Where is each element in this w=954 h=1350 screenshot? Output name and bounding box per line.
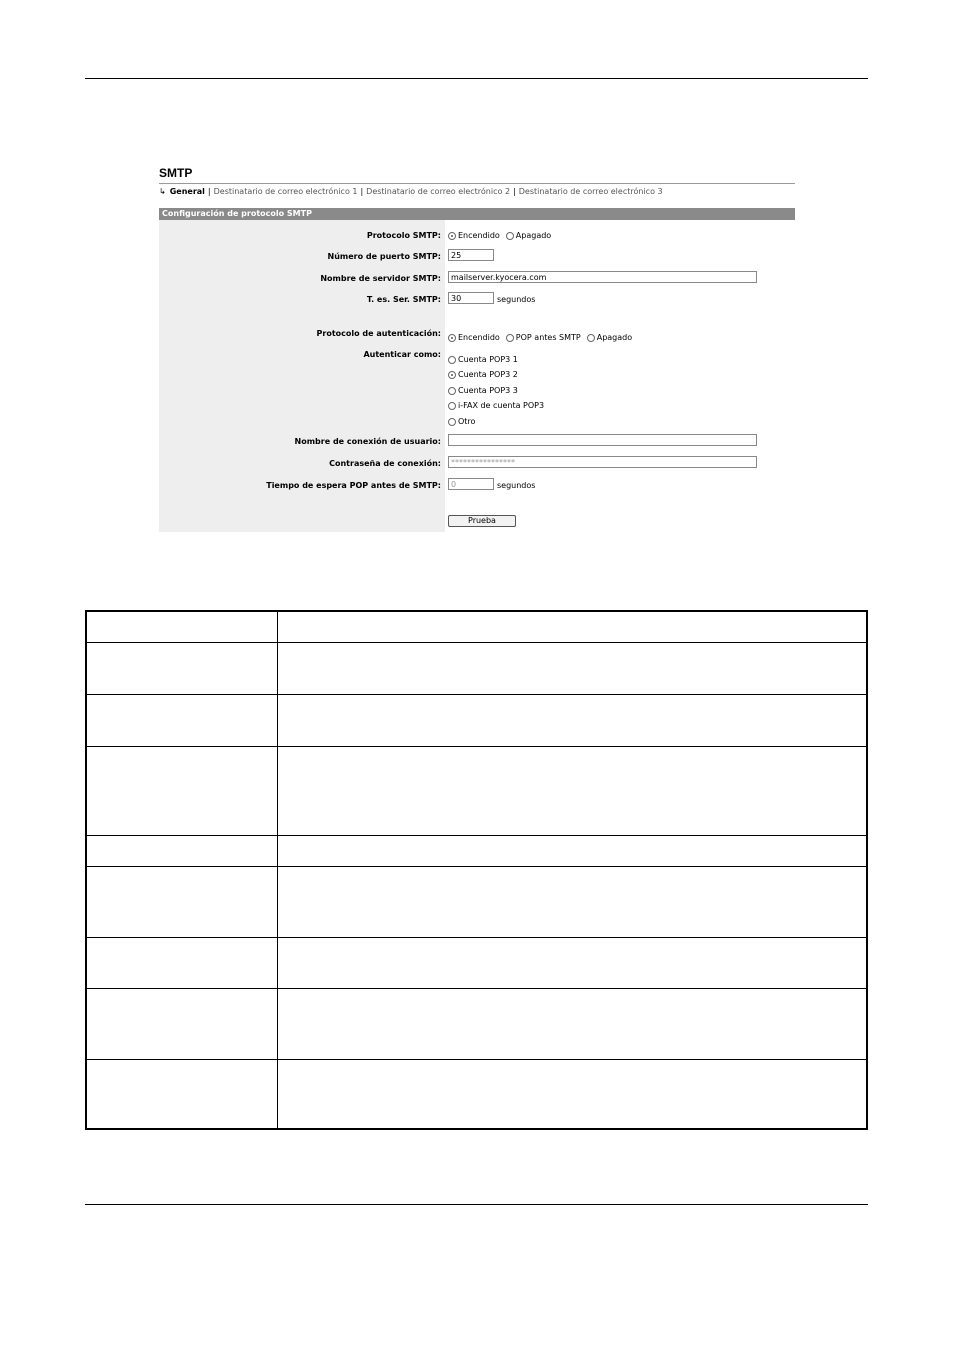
tab-email-recipient-1[interactable]: Destinatario de correo electrónico 1 bbox=[213, 187, 358, 196]
pop3-2-radio[interactable] bbox=[448, 371, 456, 379]
table-row bbox=[86, 866, 867, 937]
description-table bbox=[85, 610, 868, 1130]
smtp-protocol-radios bbox=[448, 231, 557, 240]
auth-as-option-4: i-FAX de cuenta POP3 bbox=[448, 401, 544, 410]
auth-as-option-5: Otro bbox=[448, 417, 475, 426]
timeout-unit: segundos bbox=[497, 295, 536, 304]
table-row bbox=[86, 642, 867, 694]
auth-pop-radio[interactable] bbox=[506, 334, 514, 342]
auth-protocol-radios bbox=[448, 333, 638, 342]
auth-off-label: Apagado bbox=[596, 333, 633, 342]
port-label: Número de puerto SMTP: bbox=[327, 252, 441, 261]
table-row bbox=[86, 694, 867, 746]
section-header: Configuración de protocolo SMTP bbox=[159, 208, 795, 220]
table-row bbox=[86, 988, 867, 1059]
auth-as-option-1: Cuenta POP3 1 bbox=[448, 355, 518, 364]
smtp-protocol-label: Protocolo SMTP: bbox=[366, 231, 441, 240]
server-label: Nombre de servidor SMTP: bbox=[320, 274, 441, 283]
pop-timeout-input[interactable]: 0 bbox=[448, 478, 494, 490]
smtp-off-radio[interactable] bbox=[506, 232, 514, 240]
password-input[interactable]: **************** bbox=[448, 456, 757, 468]
table-row bbox=[86, 746, 867, 835]
title-divider bbox=[159, 183, 795, 184]
test-button[interactable]: Prueba bbox=[448, 515, 516, 527]
auth-on-radio[interactable] bbox=[448, 334, 456, 342]
header-rule bbox=[85, 78, 868, 79]
table-row bbox=[86, 611, 867, 642]
table-row bbox=[86, 937, 867, 988]
timeout-label: T. es. Ser. SMTP: bbox=[366, 295, 441, 304]
tab-email-recipient-2[interactable]: Destinatario de correo electrónico 2 bbox=[366, 187, 511, 196]
pop3-1-radio[interactable] bbox=[448, 356, 456, 364]
timeout-input[interactable]: 30 bbox=[448, 292, 494, 304]
table-row bbox=[86, 1059, 867, 1129]
user-input[interactable] bbox=[448, 434, 757, 446]
footer-rule bbox=[85, 1204, 868, 1205]
auth-as-option-3: Cuenta POP3 3 bbox=[448, 386, 518, 395]
auth-off-radio[interactable] bbox=[587, 334, 595, 342]
auth-as-option-2: Cuenta POP3 2 bbox=[448, 370, 518, 379]
server-input[interactable]: mailserver.kyocera.com bbox=[448, 271, 757, 283]
pop3-3-radio[interactable] bbox=[448, 387, 456, 395]
ifax-pop3-radio[interactable] bbox=[448, 402, 456, 410]
table-row bbox=[86, 835, 867, 866]
password-label: Contraseña de conexión: bbox=[329, 459, 441, 468]
auth-pop-label: POP antes SMTP bbox=[515, 333, 581, 342]
pop-timeout-label: Tiempo de espera POP antes de SMTP: bbox=[266, 481, 441, 490]
smtp-on-label: Encendido bbox=[458, 231, 500, 240]
page-title: SMTP bbox=[159, 166, 193, 180]
return-arrow-icon: ↳ bbox=[159, 187, 166, 196]
auth-protocol-label: Protocolo de autenticación: bbox=[316, 329, 441, 338]
auth-on-label: Encendido bbox=[458, 333, 500, 342]
port-input[interactable]: 25 bbox=[448, 249, 494, 261]
smtp-on-radio[interactable] bbox=[448, 232, 456, 240]
pop-timeout-unit: segundos bbox=[497, 481, 536, 490]
auth-as-label: Autenticar como: bbox=[363, 350, 441, 359]
user-label: Nombre de conexión de usuario: bbox=[294, 437, 441, 446]
tab-general[interactable]: General bbox=[169, 187, 205, 196]
tab-bar: ↳ General | Destinatario de correo electrónico 1 | Destinatario de correo electrónico 2 | Destinatario de correo electrónico 3 bbox=[159, 187, 663, 196]
tab-email-recipient-3[interactable]: Destinatario de correo electrónico 3 bbox=[518, 187, 663, 196]
other-radio[interactable] bbox=[448, 418, 456, 426]
smtp-off-label: Apagado bbox=[515, 231, 552, 240]
smtp-settings-panel bbox=[159, 160, 795, 532]
